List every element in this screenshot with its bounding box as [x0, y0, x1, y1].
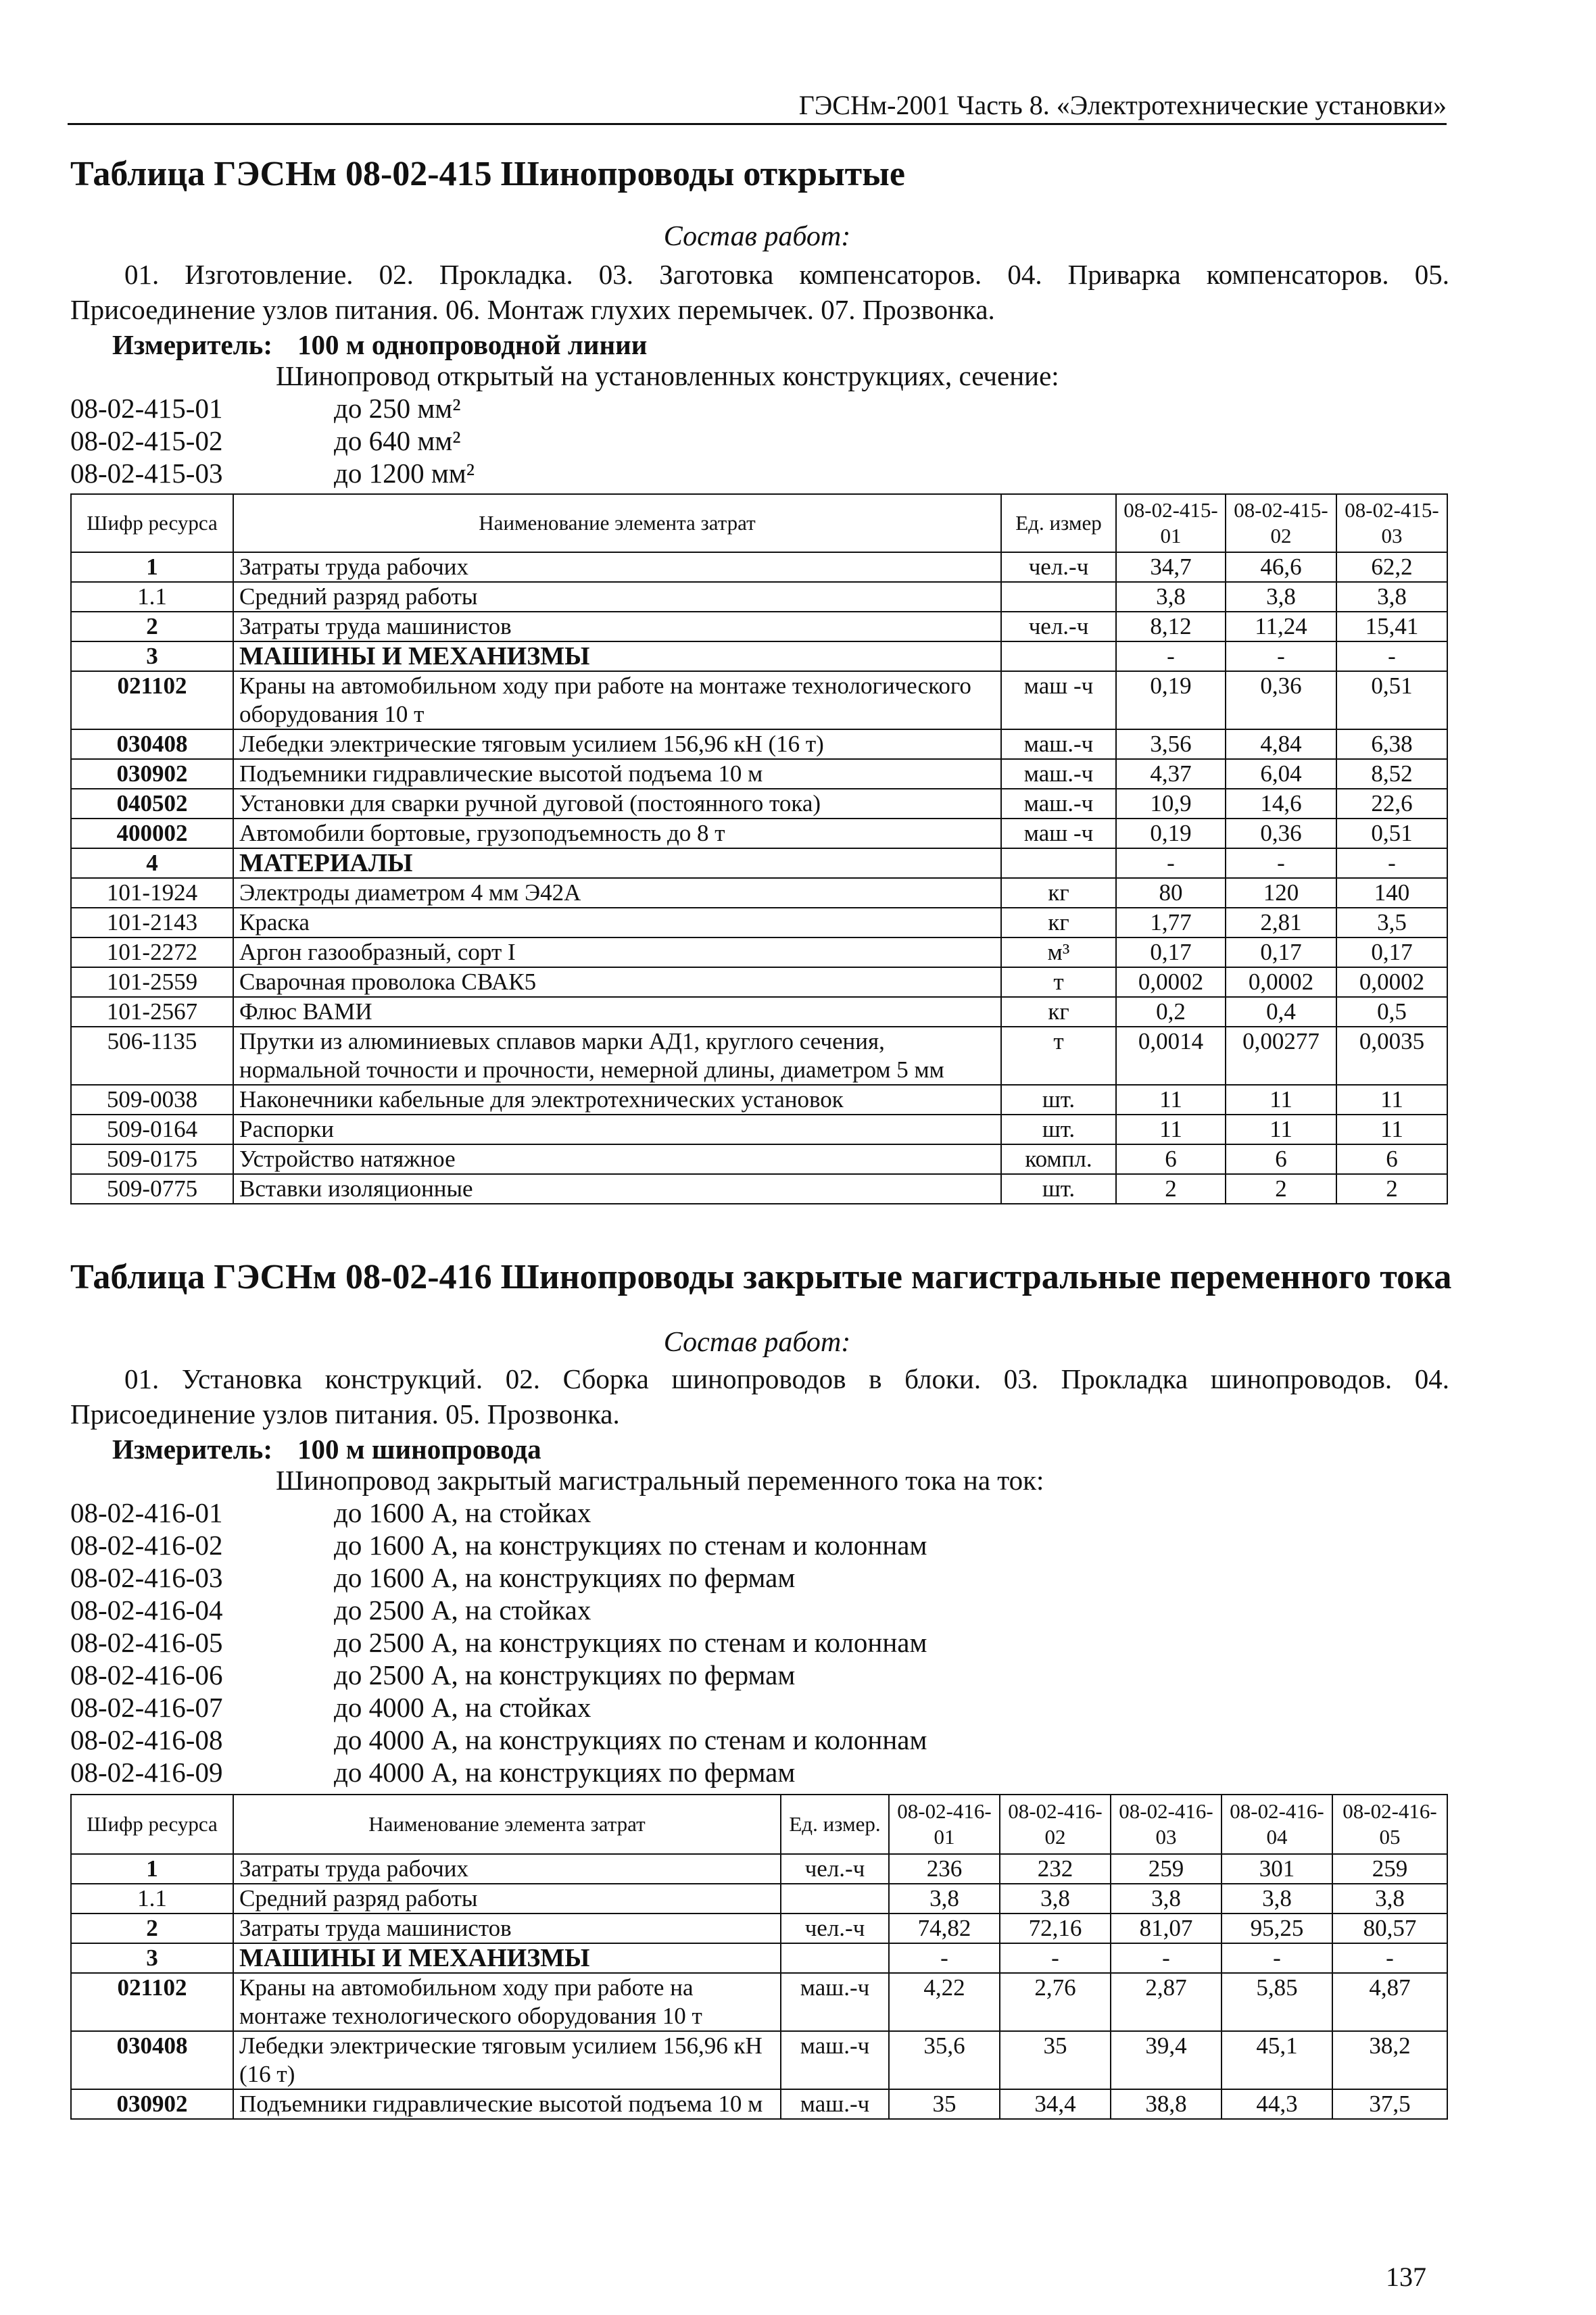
- resource-name-cell: Флюс ВАМИ: [233, 997, 1001, 1027]
- col-header-norm: 08-02-416-04: [1222, 1795, 1332, 1854]
- resource-code-cell: 509-0164: [71, 1115, 233, 1144]
- resource-name-cell: Вставки изоляционные: [233, 1174, 1001, 1204]
- value-cell: 39,4: [1111, 2031, 1222, 2089]
- table-row: [71, 1854, 1447, 1884]
- table-row: [71, 789, 1447, 819]
- col-header-code: Шифр ресурса: [71, 494, 233, 552]
- resource-name-cell: МАШИНЫ И МЕХАНИЗМЫ: [233, 1943, 781, 1973]
- table-row: [71, 1115, 1447, 1144]
- table-row: [71, 1973, 1447, 2031]
- value-cell: 4,22: [889, 1973, 1000, 2031]
- resource-code-cell: 509-0038: [71, 1085, 233, 1115]
- value-cell: 6: [1226, 1144, 1336, 1174]
- value-cell: 8,12: [1116, 612, 1226, 641]
- value-cell: 4,84: [1226, 729, 1336, 759]
- unit-cell: маш.-ч: [1001, 759, 1116, 789]
- unit-cell: [781, 1884, 889, 1914]
- value-cell: 45,1: [1222, 2031, 1332, 2089]
- value-cell: 35,6: [889, 2031, 1000, 2089]
- table-row: [71, 937, 1447, 967]
- value-cell: 3,8: [889, 1884, 1000, 1914]
- unit-cell: шт.: [1001, 1174, 1116, 1204]
- value-cell: 0,51: [1336, 819, 1447, 848]
- norm-description: до 2500 А, на конструкциях по стенам и колоннам: [334, 1627, 927, 1658]
- norm-code: 08-02-416-03: [70, 1562, 223, 1593]
- value-cell: -: [1222, 1943, 1332, 1973]
- norm-code: 08-02-416-01: [70, 1497, 223, 1528]
- value-cell: 120: [1226, 878, 1336, 908]
- value-cell: 140: [1336, 878, 1447, 908]
- value-cell: 3,8: [1332, 1884, 1447, 1914]
- value-cell: 11: [1336, 1085, 1447, 1115]
- resource-code-cell: 1.1: [71, 582, 233, 612]
- work-text-416: 01. Установка конструкций. 02. Сборка шинопроводов в блоки. 03. Прокладка шинопроводов. 04. Присоединение узлов питания. 05. Прозвонка.: [70, 1363, 1449, 1430]
- unit-cell: чел.-ч: [1001, 552, 1116, 582]
- resource-name-cell: Средний разряд работы: [233, 582, 1001, 612]
- unit-cell: шт.: [1001, 1115, 1116, 1144]
- value-cell: 0,0002: [1116, 967, 1226, 997]
- value-cell: 80,57: [1332, 1914, 1447, 1943]
- norm-description: до 1600 А, на конструкциях по фермам: [334, 1562, 796, 1593]
- resource-code-cell: 1: [71, 1854, 233, 1884]
- value-cell: -: [889, 1943, 1000, 1973]
- value-cell: 3,8: [1226, 582, 1336, 612]
- table-416-title: Таблица ГЭСНм 08-02-416 Шинопроводы закрытые магистральные переменного тока: [70, 1258, 1452, 1296]
- value-cell: 301: [1222, 1854, 1332, 1884]
- value-cell: 11: [1226, 1115, 1336, 1144]
- table-row: [71, 552, 1447, 582]
- resource-name-cell: Распорки: [233, 1115, 1001, 1144]
- value-cell: 0,19: [1116, 819, 1226, 848]
- col-header-code: Шифр ресурса: [71, 1795, 233, 1854]
- col-header-unit: Ед. измер.: [781, 1795, 889, 1854]
- value-cell: 44,3: [1222, 2089, 1332, 2119]
- unit-cell: м³: [1001, 937, 1116, 967]
- value-cell: 236: [889, 1854, 1000, 1884]
- unit-cell: т: [1001, 967, 1116, 997]
- value-cell: 0,19: [1116, 671, 1226, 729]
- resource-code-cell: 030408: [71, 2031, 233, 2089]
- value-cell: -: [1116, 848, 1226, 878]
- resource-code-cell: 2: [71, 612, 233, 641]
- norm-code: 08-02-416-05: [70, 1627, 223, 1658]
- norm-code: 08-02-416-09: [70, 1757, 223, 1788]
- value-cell: 72,16: [1000, 1914, 1111, 1943]
- resource-code-cell: 040502: [71, 789, 233, 819]
- unit-cell: чел.-ч: [781, 1854, 889, 1884]
- value-cell: 0,5: [1336, 997, 1447, 1027]
- value-cell: 259: [1332, 1854, 1447, 1884]
- norm-description: до 640 мм²: [334, 425, 461, 456]
- value-cell: 4,87: [1332, 1973, 1447, 2031]
- resource-name-cell: Наконечники кабельные для электротехнических установок: [233, 1085, 1001, 1115]
- norm-code: 08-02-416-02: [70, 1530, 223, 1561]
- value-cell: 2,87: [1111, 1973, 1222, 2031]
- unit-cell: шт.: [1001, 1085, 1116, 1115]
- col-header-norm: 08-02-416-02: [1000, 1795, 1111, 1854]
- resource-name-cell: Краны на автомобильном ходу при работе на монтаже технологического оборудования 10 т: [233, 671, 1001, 729]
- work-label-416: Состав работ:: [663, 1327, 851, 1358]
- col-header-norm: 08-02-416-01: [889, 1795, 1000, 1854]
- value-cell: 3,56: [1116, 729, 1226, 759]
- value-cell: 10,9: [1116, 789, 1226, 819]
- unit-cell: кг: [1001, 908, 1116, 937]
- value-cell: -: [1116, 641, 1226, 671]
- norm-code: 08-02-415-01: [70, 393, 223, 424]
- unit-cell: кг: [1001, 997, 1116, 1027]
- col-header-name: Наименование элемента затрат: [233, 1795, 781, 1854]
- norm-description: до 2500 А, на конструкциях по фермам: [334, 1659, 796, 1690]
- resource-name-cell: Прутки из алюминиевых сплавов марки АД1, круглого сечения, нормальной точности и прочности, немерной длины, диаметром 5 мм: [233, 1027, 1001, 1085]
- value-cell: 0,2: [1116, 997, 1226, 1027]
- measure-value-416: 100 м шинопровода: [297, 1434, 541, 1465]
- col-header-norm: 08-02-415-02: [1226, 494, 1336, 552]
- page-number: 137: [1386, 2262, 1426, 2292]
- value-cell: 14,6: [1226, 789, 1336, 819]
- col-header-norm: 08-02-415-01: [1116, 494, 1226, 552]
- table-row: [71, 1027, 1447, 1085]
- value-cell: 0,36: [1226, 671, 1336, 729]
- table-row: [71, 1174, 1447, 1204]
- resource-name-cell: Краска: [233, 908, 1001, 937]
- resource-code-cell: 101-2143: [71, 908, 233, 937]
- value-cell: 2: [1226, 1174, 1336, 1204]
- col-header-unit: Ед. измер: [1001, 494, 1116, 552]
- norm-description: до 1600 А, на стойках: [334, 1497, 591, 1528]
- value-cell: -: [1226, 641, 1336, 671]
- value-cell: 0,4: [1226, 997, 1336, 1027]
- unit-cell: чел.-ч: [781, 1914, 889, 1943]
- value-cell: 80: [1116, 878, 1226, 908]
- norm-description: до 2500 А, на стойках: [334, 1594, 591, 1626]
- resource-name-cell: Электроды диаметром 4 мм Э42А: [233, 878, 1001, 908]
- unit-cell: [1001, 848, 1116, 878]
- value-cell: 74,82: [889, 1914, 1000, 1943]
- unit-cell: [1001, 582, 1116, 612]
- value-cell: 5,85: [1222, 1973, 1332, 2031]
- resource-code-cell: 400002: [71, 819, 233, 848]
- norm-description: до 250 мм²: [334, 393, 461, 424]
- resource-name-cell: Затраты труда машинистов: [233, 612, 1001, 641]
- resource-code-cell: 3: [71, 641, 233, 671]
- resource-code-cell: 2: [71, 1914, 233, 1943]
- table-row: [71, 641, 1447, 671]
- norm-description: до 1200 мм²: [334, 458, 475, 489]
- value-cell: 35: [889, 2089, 1000, 2119]
- resource-name-cell: Аргон газообразный, сорт I: [233, 937, 1001, 967]
- resource-name-cell: Подъемники гидравлические высотой подъема 10 м: [233, 2089, 781, 2119]
- unit-cell: [781, 1943, 889, 1973]
- value-cell: 62,2: [1336, 552, 1447, 582]
- value-cell: 3,8: [1336, 582, 1447, 612]
- table-row: [71, 2031, 1447, 2089]
- value-cell: -: [1000, 1943, 1111, 1973]
- value-cell: 6,38: [1336, 729, 1447, 759]
- resource-name-cell: Затраты труда рабочих: [233, 1854, 781, 1884]
- value-cell: 0,17: [1116, 937, 1226, 967]
- resource-name-cell: Подъемники гидравлические высотой подъема 10 м: [233, 759, 1001, 789]
- value-cell: 38,2: [1332, 2031, 1447, 2089]
- work-label-415: Состав работ:: [663, 221, 851, 252]
- resource-code-cell: 506-1135: [71, 1027, 233, 1085]
- resource-code-cell: 030902: [71, 2089, 233, 2119]
- value-cell: 3,8: [1000, 1884, 1111, 1914]
- value-cell: 6,04: [1226, 759, 1336, 789]
- value-cell: 3,8: [1222, 1884, 1332, 1914]
- value-cell: 6: [1336, 1144, 1447, 1174]
- resource-name-cell: Затраты труда машинистов: [233, 1914, 781, 1943]
- value-cell: 3,8: [1111, 1884, 1222, 1914]
- value-cell: 38,8: [1111, 2089, 1222, 2119]
- unit-cell: чел.-ч: [1001, 612, 1116, 641]
- col-header-name: Наименование элемента затрат: [233, 494, 1001, 552]
- norm-code: 08-02-416-08: [70, 1724, 223, 1755]
- value-cell: -: [1332, 1943, 1447, 1973]
- resource-name-cell: Средний разряд работы: [233, 1884, 781, 1914]
- resource-code-cell: 021102: [71, 1973, 233, 2031]
- resource-name-cell: Краны на автомобильном ходу при работе на монтаже технологического оборудования 10 т: [233, 1973, 781, 2031]
- table-row: [71, 612, 1447, 641]
- norms-intro-415: Шинопровод открытый на установленных конструкциях, сечение:: [276, 360, 1059, 391]
- col-header-norm: 08-02-416-03: [1111, 1795, 1222, 1854]
- unit-cell: маш.-ч: [781, 2031, 889, 2089]
- resource-name-cell: Установки для сварки ручной дуговой (постоянного тока): [233, 789, 1001, 819]
- value-cell: 2: [1116, 1174, 1226, 1204]
- table-row: [71, 759, 1447, 789]
- table-row: [71, 967, 1447, 997]
- resource-code-cell: 101-2559: [71, 967, 233, 997]
- unit-cell: компл.: [1001, 1144, 1116, 1174]
- value-cell: 259: [1111, 1854, 1222, 1884]
- table-row: [71, 1943, 1447, 1973]
- resource-code-cell: 509-0175: [71, 1144, 233, 1174]
- resource-name-cell: Лебедки электрические тяговым усилием 156,96 кН (16 т): [233, 2031, 781, 2089]
- norm-code: 08-02-416-06: [70, 1659, 223, 1690]
- value-cell: 11: [1336, 1115, 1447, 1144]
- resource-name-cell: Сварочная проволока СВАК5: [233, 967, 1001, 997]
- value-cell: 2,76: [1000, 1973, 1111, 2031]
- value-cell: 0,51: [1336, 671, 1447, 729]
- value-cell: 34,4: [1000, 2089, 1111, 2119]
- measure-value-415: 100 м однопроводной линии: [297, 329, 648, 360]
- measure-label-416: Измеритель:: [112, 1434, 273, 1465]
- value-cell: 0,0002: [1226, 967, 1336, 997]
- resource-name-cell: Автомобили бортовые, грузоподъемность до 8 т: [233, 819, 1001, 848]
- value-cell: -: [1336, 848, 1447, 878]
- value-cell: 3,8: [1116, 582, 1226, 612]
- norm-description: до 4000 А, на конструкциях по фермам: [334, 1757, 796, 1788]
- value-cell: 6: [1116, 1144, 1226, 1174]
- value-cell: 11: [1226, 1085, 1336, 1115]
- value-cell: 0,0035: [1336, 1027, 1447, 1085]
- resource-code-cell: 030902: [71, 759, 233, 789]
- table-row: [71, 997, 1447, 1027]
- norm-code: 08-02-415-03: [70, 458, 223, 489]
- value-cell: 0,0014: [1116, 1027, 1226, 1085]
- unit-cell: т: [1001, 1027, 1116, 1085]
- norm-description: до 1600 А, на конструкциях по стенам и колоннам: [334, 1530, 927, 1561]
- resource-table-415: [70, 493, 1448, 1204]
- unit-cell: кг: [1001, 878, 1116, 908]
- resource-code-cell: 030408: [71, 729, 233, 759]
- norm-code: 08-02-415-02: [70, 425, 223, 456]
- table-row: [71, 1144, 1447, 1174]
- value-cell: 232: [1000, 1854, 1111, 1884]
- work-text-415: 01. Изготовление. 02. Прокладка. 03. Заготовка компенсаторов. 04. Приварка компенсаторов. 05. Присоединение узлов питания. 06. Монтаж глухих перемычек. 07. Прозвонка.: [70, 259, 1449, 325]
- table-row: [71, 848, 1447, 878]
- col-header-norm: 08-02-416-05: [1332, 1795, 1447, 1854]
- value-cell: 0,17: [1336, 937, 1447, 967]
- value-cell: 4,37: [1116, 759, 1226, 789]
- norm-description: до 4000 А, на конструкциях по стенам и колоннам: [334, 1724, 927, 1755]
- running-header: ГЭСНм-2001 Часть 8. «Электротехнические установки»: [798, 90, 1447, 120]
- resource-code-cell: 101-1924: [71, 878, 233, 908]
- table-row: [71, 671, 1447, 729]
- table-row: [71, 1085, 1447, 1115]
- resource-name-cell: МАТЕРИАЛЫ: [233, 848, 1001, 878]
- value-cell: 2,81: [1226, 908, 1336, 937]
- resource-code-cell: 1: [71, 552, 233, 582]
- resource-code-cell: 101-2272: [71, 937, 233, 967]
- value-cell: 95,25: [1222, 1914, 1332, 1943]
- resource-code-cell: 3: [71, 1943, 233, 1973]
- value-cell: 0,00277: [1226, 1027, 1336, 1085]
- value-cell: 2: [1336, 1174, 1447, 1204]
- value-cell: -: [1336, 641, 1447, 671]
- norm-description: до 4000 А, на стойках: [334, 1692, 591, 1723]
- resource-code-cell: 021102: [71, 671, 233, 729]
- col-header-norm: 08-02-415-03: [1336, 494, 1447, 552]
- value-cell: 1,77: [1116, 908, 1226, 937]
- unit-cell: маш.-ч: [781, 1973, 889, 2031]
- table-row: [71, 582, 1447, 612]
- unit-cell: маш -ч: [1001, 819, 1116, 848]
- table-415-title: Таблица ГЭСНм 08-02-415 Шинопроводы открытые: [70, 155, 905, 193]
- table-row: [71, 908, 1447, 937]
- resource-code-cell: 1.1: [71, 1884, 233, 1914]
- value-cell: 11: [1116, 1115, 1226, 1144]
- table-row: [71, 729, 1447, 759]
- value-cell: 0,0002: [1336, 967, 1447, 997]
- resource-code-cell: 509-0775: [71, 1174, 233, 1204]
- value-cell: -: [1226, 848, 1336, 878]
- resource-name-cell: Затраты труда рабочих: [233, 552, 1001, 582]
- resource-code-cell: 4: [71, 848, 233, 878]
- norms-intro-416: Шинопровод закрытый магистральный переменного тока на ток:: [276, 1465, 1044, 1496]
- resource-name-cell: Устройство натяжное: [233, 1144, 1001, 1174]
- table-row: [71, 1884, 1447, 1914]
- table-row: [71, 2089, 1447, 2119]
- value-cell: 11,24: [1226, 612, 1336, 641]
- table-row: [71, 1914, 1447, 1943]
- value-cell: 46,6: [1226, 552, 1336, 582]
- value-cell: 37,5: [1332, 2089, 1447, 2119]
- value-cell: 35: [1000, 2031, 1111, 2089]
- value-cell: 81,07: [1111, 1914, 1222, 1943]
- value-cell: 22,6: [1336, 789, 1447, 819]
- value-cell: -: [1111, 1943, 1222, 1973]
- resource-name-cell: Лебедки электрические тяговым усилием 156,96 кН (16 т): [233, 729, 1001, 759]
- measure-label-415: Измеритель:: [112, 329, 273, 360]
- value-cell: 11: [1116, 1085, 1226, 1115]
- resource-name-cell: МАШИНЫ И МЕХАНИЗМЫ: [233, 641, 1001, 671]
- header-rule: [68, 123, 1447, 125]
- value-cell: 15,41: [1336, 612, 1447, 641]
- table-row: [71, 819, 1447, 848]
- value-cell: 3,5: [1336, 908, 1447, 937]
- resource-code-cell: 101-2567: [71, 997, 233, 1027]
- value-cell: 34,7: [1116, 552, 1226, 582]
- unit-cell: маш.-ч: [781, 2089, 889, 2119]
- value-cell: 8,52: [1336, 759, 1447, 789]
- unit-cell: маш -ч: [1001, 671, 1116, 729]
- norm-code: 08-02-416-07: [70, 1692, 223, 1723]
- unit-cell: маш.-ч: [1001, 789, 1116, 819]
- resource-table-416: [70, 1794, 1448, 2120]
- value-cell: 0,36: [1226, 819, 1336, 848]
- unit-cell: [1001, 641, 1116, 671]
- unit-cell: маш.-ч: [1001, 729, 1116, 759]
- norm-code: 08-02-416-04: [70, 1594, 223, 1626]
- value-cell: 0,17: [1226, 937, 1336, 967]
- table-row: [71, 878, 1447, 908]
